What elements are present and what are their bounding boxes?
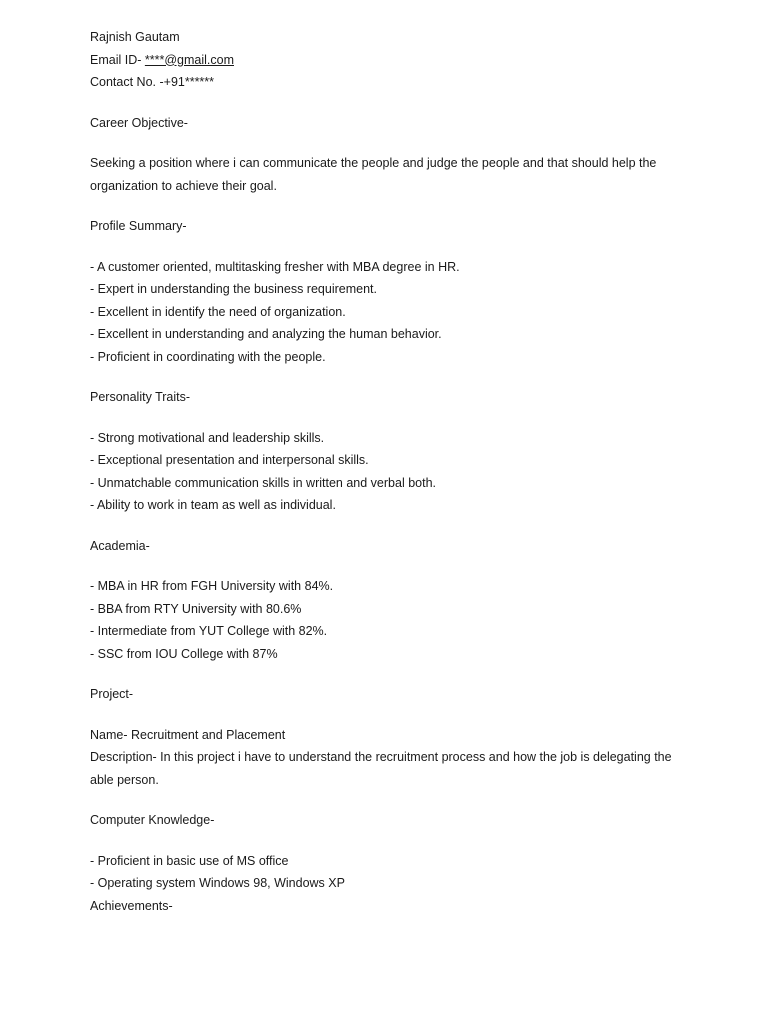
project-section — [90, 683, 690, 791]
computer-knowledge-heading: Computer Knowledge- — [90, 813, 215, 827]
project-heading: Project- — [90, 687, 134, 701]
spacer — [90, 791, 690, 809]
career-objective-text: Seeking a position where i can communicate the people and judge the people and that should help the organization to achieve their goal. — [90, 156, 657, 193]
list-item: - SSC from IOU College with 87% — [90, 646, 278, 661]
profile-summary-heading: Profile Summary- — [90, 219, 187, 233]
profile-summary-section — [90, 215, 690, 368]
spacer — [90, 409, 690, 427]
achievements-heading: Achievements- — [90, 898, 173, 913]
spacer — [90, 517, 690, 535]
list-item: - BBA from RTY University with 80.6% — [90, 601, 302, 616]
career-objective-heading: Career Objective- — [90, 115, 188, 130]
list-item: - Proficient in basic use of MS office — [90, 853, 289, 868]
career-objective-section — [90, 112, 690, 198]
list-item: - A customer oriented, multitasking fresher with MBA degree in HR. — [90, 259, 460, 274]
project-description: Description- In this project i have to understand the recruitment process and how the job is delegating the able person. — [90, 750, 672, 787]
project-name: Name- Recruitment and Placement — [90, 727, 286, 742]
spacer — [90, 832, 690, 850]
spacer — [90, 665, 690, 683]
list-item: - Unmatchable communication skills in written and verbal both. — [90, 475, 436, 490]
email-link[interactable]: ****@gmail.com — [144, 52, 234, 67]
academia-heading: Academia- — [90, 538, 150, 553]
contact-number: Contact No. -+91****** — [90, 75, 215, 89]
list-item: - Excellent in identify the need of organization. — [90, 304, 346, 319]
list-item: - Excellent in understanding and analyzing the human behavior. — [90, 327, 442, 341]
email-label: Email ID- — [90, 52, 145, 67]
email-line — [90, 49, 690, 72]
personality-traits-heading: Personality Traits- — [90, 390, 191, 404]
spacer — [90, 94, 690, 112]
candidate-name: Rajnish Gautam — [90, 30, 180, 44]
list-item: - Operating system Windows 98, Windows XP — [90, 876, 345, 890]
computer-knowledge-section — [90, 809, 690, 895]
list-item: - Ability to work in team as well as individual. — [90, 498, 336, 512]
list-item: - Intermediate from YUT College with 82%. — [90, 624, 328, 638]
list-item: - MBA in HR from FGH University with 84%. — [90, 579, 334, 593]
list-item: - Exceptional presentation and interpersonal skills. — [90, 453, 369, 467]
spacer — [90, 238, 690, 256]
spacer — [90, 368, 690, 386]
spacer — [90, 134, 690, 152]
spacer — [90, 706, 690, 724]
academia-section — [90, 535, 690, 666]
resume-document — [90, 26, 690, 917]
personality-traits-section — [90, 386, 690, 517]
contact-header — [90, 26, 690, 94]
spacer — [90, 557, 690, 575]
list-item: - Expert in understanding the business requirement. — [90, 282, 377, 296]
list-item: - Strong motivational and leadership skills. — [90, 430, 325, 445]
achievements-section — [90, 895, 690, 918]
spacer — [90, 197, 690, 215]
list-item: - Proficient in coordinating with the people. — [90, 349, 326, 364]
